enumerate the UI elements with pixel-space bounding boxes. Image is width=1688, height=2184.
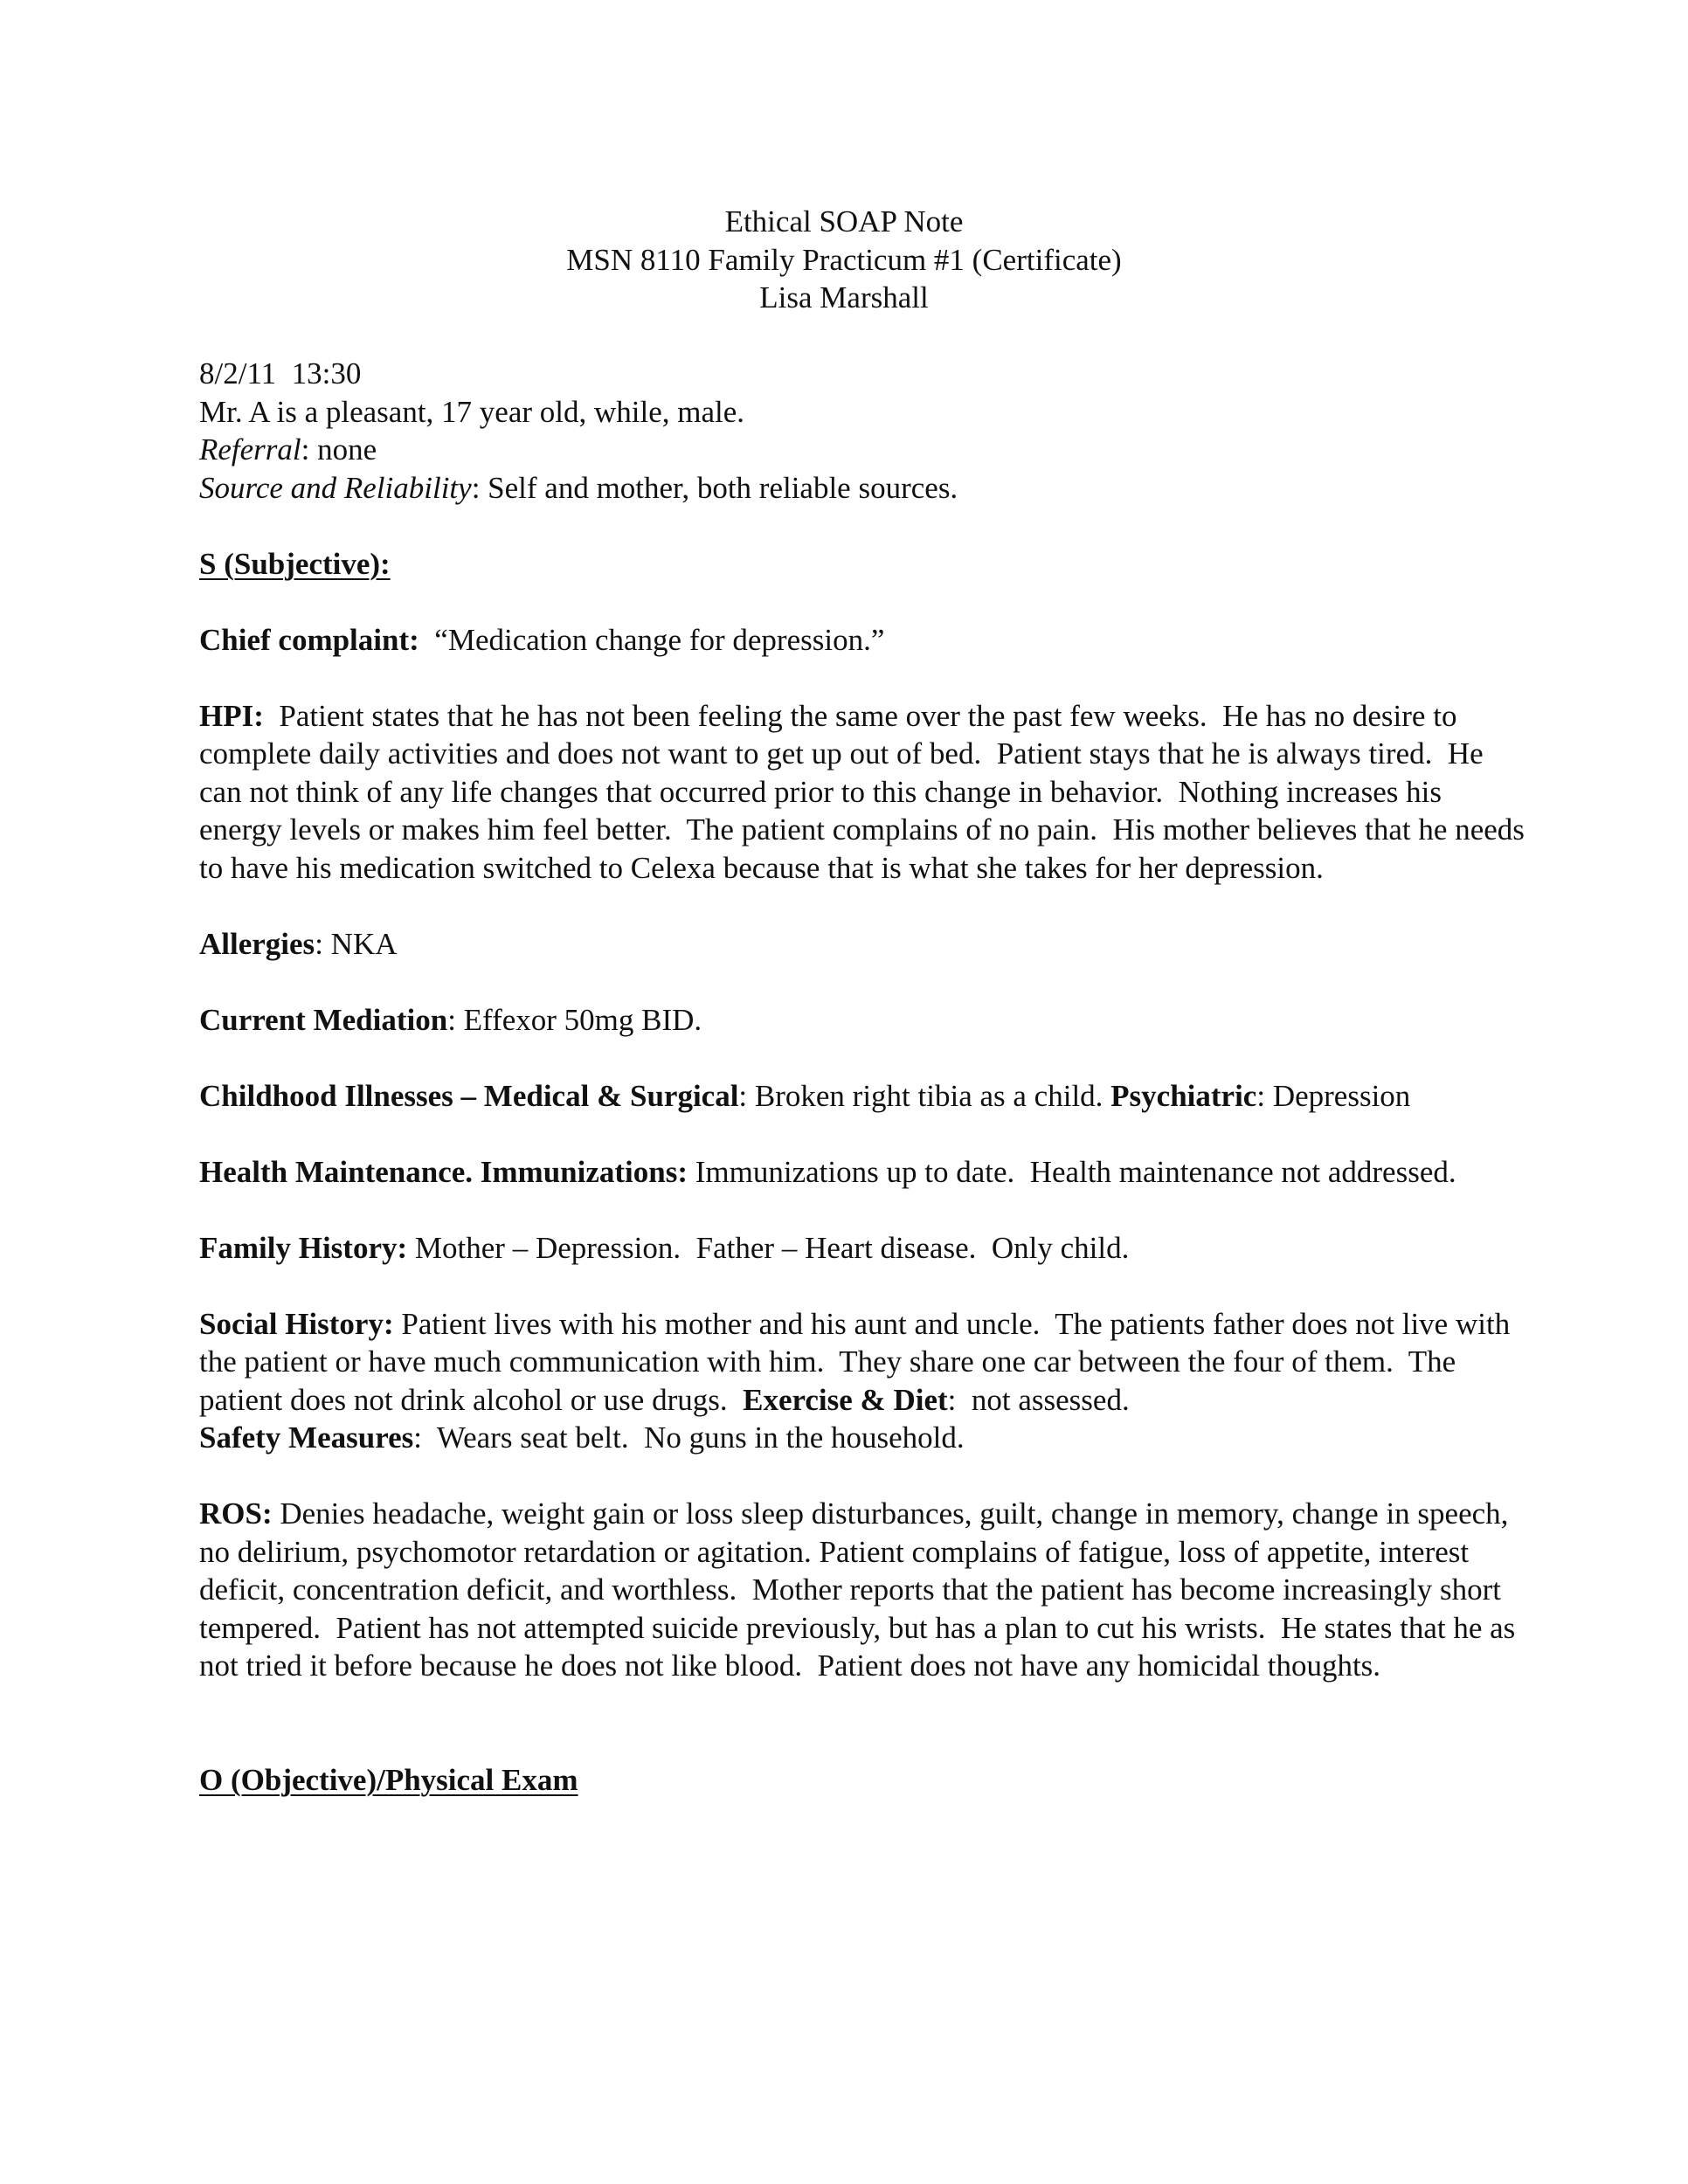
childhood-label: Childhood Illnesses – Medical & Surgical (199, 1078, 739, 1113)
referral-label: Referral (199, 432, 301, 467)
social-value: Patient lives with his mother and his aunt and uncle. The patients father does not live with the patient or have much communication with him. They share one car between the four of them. The patient does not drink alcohol or use drugs. (199, 1306, 1518, 1417)
medication-value: : Effexor 50mg BID. (447, 1002, 702, 1037)
medication-label: Current Mediation (199, 1002, 448, 1037)
allergies-label: Allergies (199, 926, 315, 961)
hpi-paragraph (199, 697, 1532, 888)
ros-paragraph (199, 1495, 1527, 1685)
document-header (199, 203, 1489, 317)
objective-heading: O (Objective)/Physical Exam (199, 1762, 578, 1797)
source-line (199, 469, 1527, 508)
social-history (199, 1305, 1527, 1457)
chief-complaint-label: Chief complaint: (199, 622, 419, 657)
allergies-line (199, 925, 1527, 964)
health-maintenance (199, 1153, 1527, 1192)
social-label: Social History: (199, 1306, 394, 1341)
document-title: Ethical SOAP Note (724, 204, 964, 238)
medication-line (199, 1001, 1527, 1040)
subjective-heading: S (Subjective): (199, 546, 391, 581)
course-line: MSN 8110 Family Practicum #1 (Certificate) (566, 242, 1122, 277)
allergies-value: : NKA (315, 926, 398, 961)
patient-line: Mr. A is a pleasant, 17 year old, while, male. (199, 394, 745, 429)
childhood-value: : Broken right tibia as a child. (738, 1078, 1111, 1113)
childhood-illnesses (199, 1077, 1527, 1116)
hpi-label: HPI: (199, 698, 264, 733)
source-label: Source and Reliability (199, 470, 472, 505)
referral-value: : none (301, 432, 377, 467)
document-body (199, 203, 1532, 1799)
referral-line (199, 431, 1527, 469)
ros-label: ROS: (199, 1496, 273, 1531)
exercise-label: Exercise & Diet (743, 1382, 948, 1417)
health-label: Health Maintenance. Immunizations: (199, 1154, 688, 1189)
safety-value: : Wears seat belt. No guns in the household. (413, 1420, 965, 1455)
visit-datetime: 8/2/11 13:30 (199, 356, 362, 390)
family-history (199, 1229, 1527, 1268)
hpi-value: Patient states that he has not been feeling the same over the past few weeks. He has no desire to complete daily activities and does not want to get up out of bed. Patient stays that he is always tired. He can not think of any life changes that occurred prior to this change in behavior. Nothing increases his energy levels or makes him feel better. The patient complains of no pain. His mother believes that he needs to have his medication switched to Celexa because that is what she takes for her depression. (199, 698, 1532, 885)
author-line: Lisa Marshall (759, 280, 929, 314)
exercise-value: : not assessed. (947, 1382, 1130, 1417)
source-value: : Self and mother, both reliable sources. (471, 470, 958, 505)
chief-complaint (199, 621, 1527, 660)
family-value: Mother – Depression. Father – Heart disease. Only child. (407, 1230, 1130, 1265)
safety-label: Safety Measures (199, 1420, 414, 1455)
psychiatric-value: : Depression (1256, 1078, 1411, 1113)
family-label: Family History: (199, 1230, 408, 1265)
intro-section (199, 355, 1527, 507)
health-value: Immunizations up to date. Health maintenance not addressed. (688, 1154, 1456, 1189)
psychiatric-label: Psychiatric (1110, 1078, 1257, 1113)
chief-complaint-value: “Medication change for depression.” (419, 622, 885, 657)
ros-value: Denies headache, weight gain or loss sleep disturbances, guilt, change in memory, change in speech, no delirium, psychomotor retardation or agitation. Patient complains of fatigue, loss of appetite, interest deficit, concentration deficit, and worthless. Mother reports that the patient has become increasingly short tempered. Patient has not attempted suicide previously, but has a plan to cut his wrists. He states that he as not tried it before because he does not like blood. Patient does not have any homicidal thoughts. (199, 1496, 1524, 1683)
